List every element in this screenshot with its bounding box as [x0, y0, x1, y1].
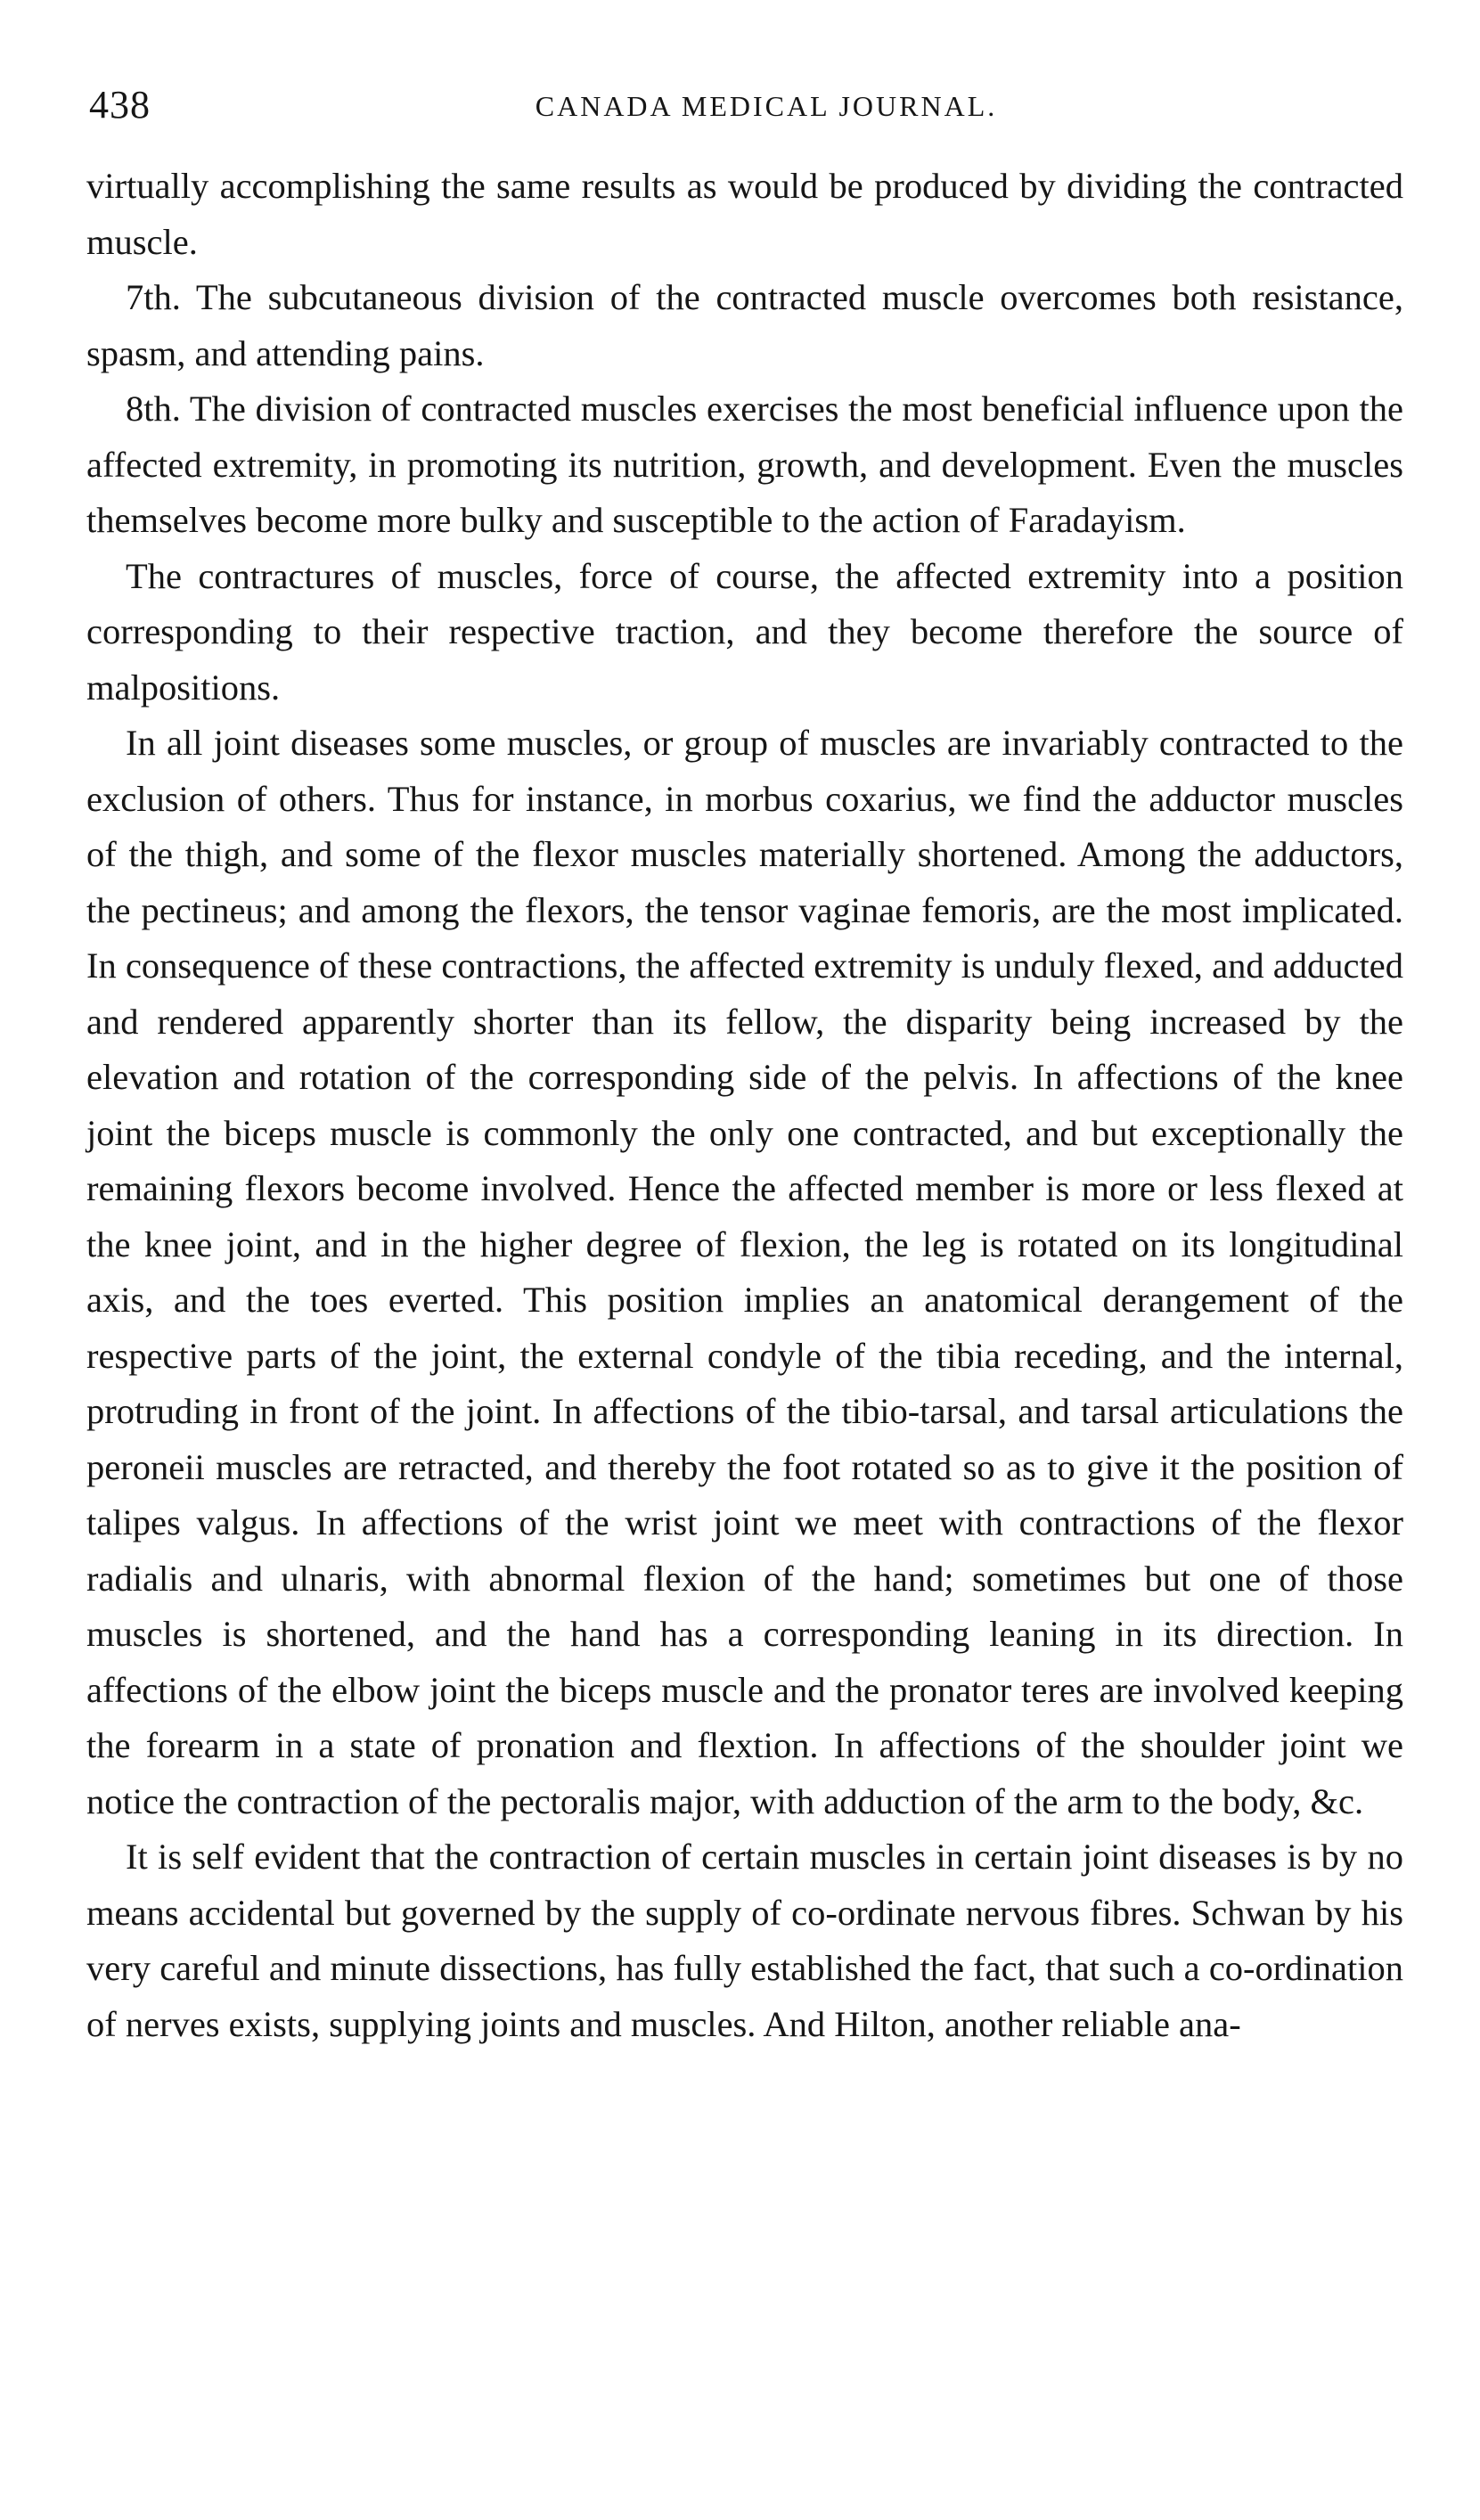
paragraph-joint-diseases: In all joint diseases some muscles, or group of muscles are invariably contracted to the exclusion of others. Thus for instance, in morbus coxarius, we find the adductor muscles of the thigh, and some of the flexor muscles materially shortened. Among the adductors, the pectineus; and among the flexors, the tensor vaginae femoris, are the most implicated. In consequence of these contractions, the affected extremity is unduly flexed, and adducted and rendered apparently shorter than its fellow, the disparity being increased by the elevation and rotation of the corresponding side of the pelvis. In affections of the knee joint the biceps muscle is commonly the only one contracted, and but exceptionally the remaining flexors become involved. Hence the affected member is more or less flexed at the knee joint, and in the higher degree of flexion, the leg is rotated on its longitudinal axis, and the toes everted. This position implies an anatomical derangement of the respective parts of the joint, the external condyle of the tibia receding, and the internal, protruding in front of the joint. In affections of the tibio-tarsal, and tarsal articulations the peroneii muscles are retracted, and thereby the foot rotated so as to give it the position of talipes valgus. In affections of the wrist joint we meet with contractions of the flexor radialis and ulnaris, with abnormal flexion of the hand; sometimes but one of those muscles is shortened, and the hand has a corresponding leaning in its direction. In affections of the elbow joint the biceps muscle and the pronator teres are involved keeping the forearm in a state of pronation and flextion. In affections of the shoulder joint we notice the contraction of the pectoralis major, with adduction of the arm to the body, &c. [86, 723, 1403, 1821]
paragraph-7th: 7th. The subcutaneous division of the contracted muscle overcomes both resistance, spasm, and attending pains. [86, 277, 1403, 373]
paragraph-continuation: virtually accomplishing the same results as would be produced by dividing the contracted muscle. [86, 166, 1403, 262]
page-number: 438 [89, 83, 151, 127]
paragraph-contractures: The contractures of muscles, force of course, the affected extremity into a position corresponding to their respective traction, and they become therefore the source of malpositions. [86, 555, 1403, 708]
running-head: CANADA MEDICAL JOURNAL. [535, 90, 998, 122]
body-text [86, 159, 1403, 2052]
paragraph-8th: 8th. The division of contracted muscles exercises the most beneficial influence upon the affected extremity, in promoting its nutrition, growth, and development. Even the muscles themselves become more bulky and susceptible to the action of Faradayism. [86, 389, 1403, 540]
paragraph-self-evident: It is self evident that the contraction of certain muscles in certain joint diseases is by no means accidental but governed by the supply of co-ordinate nervous fibres. Schwan by his very careful and minute dissections, has fully established the fact, that such a co-ordination of nerves exists, supplying joints and muscles. And Hilton, another reliable ana- [86, 1837, 1403, 2044]
page-header [89, 78, 1408, 132]
